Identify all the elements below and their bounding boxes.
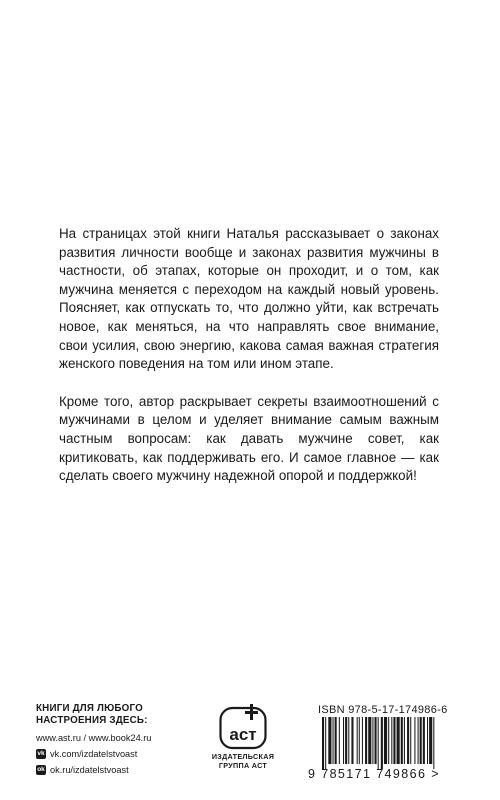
- barcode-bar: [375, 717, 377, 764]
- publisher-caption-line-2: ГРУППА АСТ: [218, 761, 268, 770]
- barcode-bar: [372, 717, 373, 764]
- barcode-digits: 9 785171 749866 >: [308, 767, 440, 781]
- publisher-caption-line-1: ИЗДАТЕЛЬСКАЯ: [211, 752, 275, 761]
- vk-icon: vk: [37, 750, 45, 757]
- ok-link-text: ok.ru/izdatelstvoast: [50, 765, 129, 775]
- barcode-bar: [362, 717, 363, 764]
- website-links[interactable]: www.ast.ru / www.book24.ru: [36, 733, 152, 743]
- barcode-bar: [322, 717, 324, 769]
- barcode-bar: [397, 717, 400, 764]
- vk-link[interactable]: [36, 748, 206, 760]
- barcode-bar: [325, 717, 326, 769]
- barcode-bar: [427, 717, 428, 764]
- promo-line-2: НАСТРОЕНИЯ ЗДЕСЬ:: [36, 715, 148, 726]
- ok-icon: ok: [37, 766, 45, 773]
- barcode-bar: [388, 717, 389, 764]
- isbn-label: ISBN 978-5-17-174986-6: [318, 704, 448, 716]
- logo-wordmark: аст: [229, 725, 257, 744]
- barcode-bar: [348, 717, 349, 764]
- barcode-bar: [429, 717, 432, 764]
- barcode-bar: [378, 717, 379, 769]
- barcode-bar: [423, 717, 425, 764]
- barcode-bar: [401, 717, 403, 764]
- barcode-bar: [418, 717, 419, 764]
- ok-link[interactable]: [36, 764, 206, 776]
- annotation-text: [59, 225, 439, 505]
- barcode-bar: [333, 717, 334, 764]
- barcode-bar: [365, 717, 367, 764]
- barcode-bar: [433, 717, 434, 769]
- barcode-bar: [384, 717, 387, 764]
- barcode-icon: [318, 717, 468, 769]
- barcode-bar: [343, 717, 344, 764]
- promo-line-1: КНИГИ ДЛЯ ЛЮБОГО: [36, 703, 143, 714]
- barcode-bar: [359, 717, 360, 764]
- barcode-bar: [351, 717, 353, 764]
- barcode-bar: [391, 717, 392, 764]
- vk-link-text: vk.com/izdatelstvoast: [50, 749, 138, 759]
- ast-logo-icon: [219, 700, 267, 750]
- barcode-bar: [420, 717, 422, 764]
- barcode-bar: [345, 717, 347, 764]
- barcode-bar: [393, 717, 395, 764]
- barcode-bar: [407, 717, 409, 764]
- barcode-bar: [335, 717, 337, 764]
- barcode-bar: [357, 717, 358, 764]
- barcode-bar: [381, 717, 383, 769]
- barcode-bar: [328, 717, 331, 764]
- barcode-bar: [368, 717, 371, 764]
- publisher-logo: [203, 700, 283, 780]
- barcode-bar: [339, 717, 340, 764]
- annotation-paragraph-1: На страницах этой книги Наталья рассказывает о законах развития личности вообще и законах развития мужчины в частности, об этапах, которые он проходит, и о том, как мужчина меняется с переходом на каждый новый уровень. Поясняет, как отпускать то, что должно уйти, как встречать новое, как меняться, на что направлять свое внимание, свои усилия, свою энергию, какова самая важная стратегия женского поведения на том или ином этапе.: [59, 226, 439, 372]
- publisher-links: [36, 703, 206, 776]
- promo-heading: [36, 703, 206, 727]
- publisher-caption: [203, 752, 283, 770]
- barcode-bar: [414, 717, 415, 764]
- barcode-bar: [410, 717, 411, 764]
- barcode-bar: [404, 717, 405, 764]
- annotation-paragraph-2: Кроме того, автор раскрывает секреты взаимоотношений с мужчинами в целом и уделяет внимание самым важным частным вопросам: как давать мужчине совет, как критиковать, как поддерживать его. И самое главное — как сделать своего мужчину надежной опорой и поддержкой!: [59, 393, 439, 484]
